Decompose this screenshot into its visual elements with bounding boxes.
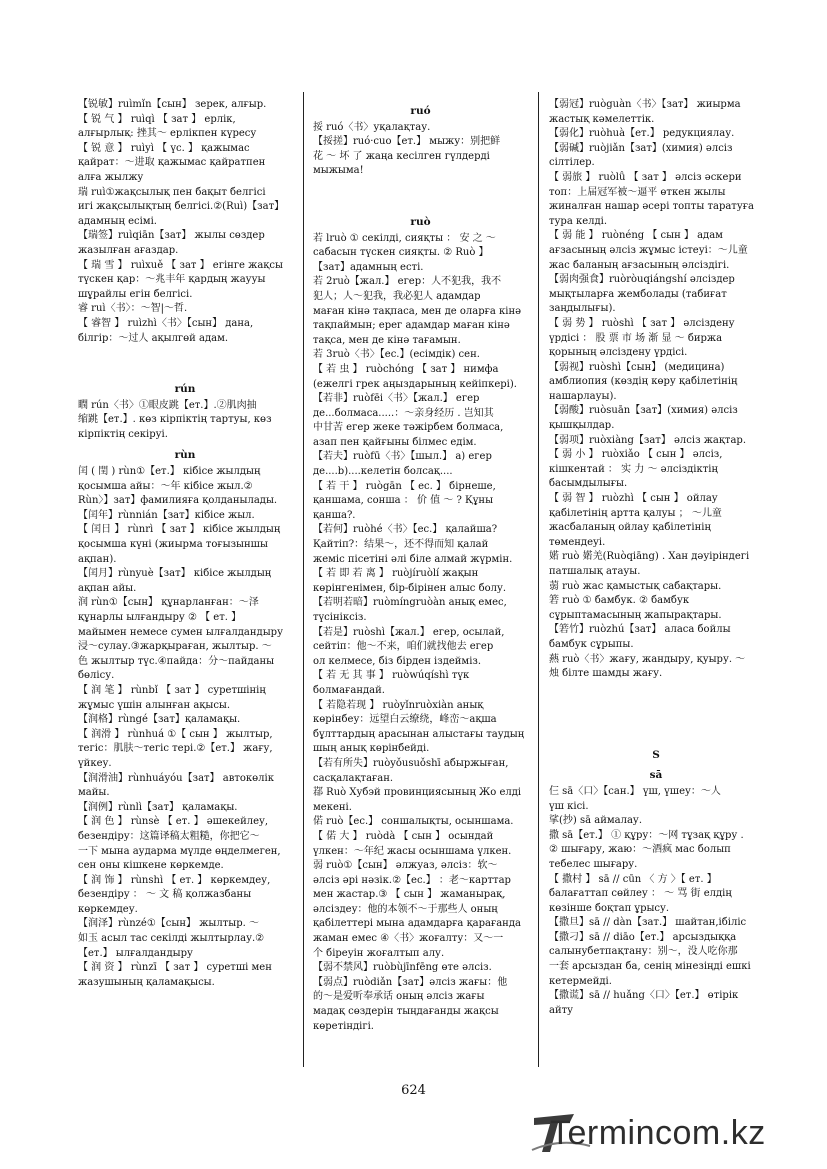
entry-line: 【撒旦】sā // dàn【зат.】 шайтан,ібіліс [549,917,747,929]
entry-line: 【зат】адамның есті. [313,261,424,273]
entry-line: 【锐敏】ruìmǐn【сын】 зерек, алғыр. [78,99,267,110]
entry-line: үрдісі ： 股 票 市 场 渐 显 ～ биржа [549,332,723,344]
entry-line: көретіндігі. [313,1020,374,1032]
entry-line: көрінбеу：远望白云缭绕，峰峦～ақша [313,714,497,726]
entry-line: ақпан). [78,553,117,565]
entry-line: 【 润滑 】 rùnhuá ①【 сын 】 жылтыр, [78,728,273,740]
page-number: 624 [401,1083,426,1098]
entry-line: 瑞 ruì①жақсылық пен бақыт белгісі [78,186,266,198]
entry-line: 【箬竹】ruòzhú【зат】 аласа бойлы [549,624,731,636]
entry-line: қанша?. [313,509,356,521]
entry-line: көзінше боқтап ұрысу. [549,902,670,914]
entry-line: 若 lruò ① секілді, сияқты ： 安 之 ～ [313,232,496,244]
entry-line: балағаттап сөйлеу ： ～ 骂 街 елдің [549,888,732,900]
column-divider [303,92,304,1067]
entry-line: 花 ～ 坏 了 жаңа кесілген гүлдерді [313,150,490,162]
entry-line: 若 2ruò【жал.】 егер：人不犯我，我不 [313,276,502,288]
entry-line: тебелес шығару. [549,858,638,870]
entry-line: білгір：～过人 ақылгөй адам. [78,332,229,344]
entry-line: қосымша күні (жиырма тоғызыншы [78,539,268,551]
entry-line: де...болмаса.....：～亲身经历 . 岂知其 [313,407,494,419]
entry-line: 【ет.】 ылғалдандыру [78,947,193,959]
section-heading: sā [649,769,663,782]
entry-line: 【若非】ruòfēi〈书〉【жал.】 егер [313,393,480,405]
section-heading: S [652,748,660,761]
entry-line: 【弱化】ruòhuà【ет.】 редукциялау. [549,128,735,140]
entry-line: 【瑞签】ruìqiān【зат】 жылы сөздер [78,230,265,242]
entry-line: ол келмесе, біз бірден іздейміз. [313,655,482,667]
entry-line: нашарлауы). [549,390,617,402]
entry-line: жас баланың ағзасының әлсіздігі. [549,259,730,271]
entry-line: 【 锐 意 】 ruìyì 【 үс. 】 қажымас [78,142,250,154]
entry-line: 【 瑞 雪 】 ruìxuě 【 зат 】 егінге жақсы [78,259,283,271]
entry-line: 【弱不禁风】ruòbùjīnfēng өте әлсіз. [313,962,492,974]
entry-line: 【 润 笔 】 rùnbǐ 【 зат 】 суретшінің [78,684,266,696]
entry-line: сабасын түскен сияқты. ② Ruò 】 [313,247,489,259]
entry-line: 烛 білте шамды жағу. [549,668,663,680]
entry-line: 睿 ruì〈书〉：～智|～哲. [78,303,188,315]
entry-line: 弱 ruò①【сын】 әлжуаз, әлсіз：软～ [313,860,498,872]
entry-line: 【弱视】ruòshì【сын】 (медицина) [549,361,725,373]
entry-line: 【 弱 小 】 ruòxiǎo 【 сын 】 әлсіз, [549,449,723,461]
entry-line: 【 弱 能 】 ruònéng 【 сын 】 адам [549,230,723,242]
entry-line: 【 若 无 其 事 】 ruòwúqíshì түк [313,670,470,682]
entry-line: 如玉 асыл тас секілді жылтырлау.② [78,933,265,945]
entry-line: 润 rùn①【сын】 құнарланған：～泽 [78,597,259,609]
entry-line: 浸～сулау.③жарқыраған, жылтыр. ～ [78,641,272,653]
entry-line: 撒 sā【ет.】 ① құру：～网 тұзақ құру . [549,829,744,841]
entry-line: 【 锐 气 】 ruìqì 【 зат 】 ерлік, [78,113,236,125]
entry-line: 【 撒村 】 sā // cūn 〈 方 〉【 ет. 】 [549,873,717,885]
entry-line: де....b)....келетін болсақ.... [313,466,453,478]
section-heading: rùn [174,449,196,462]
entry-line: тақса, мен де кінә тағамын. [313,334,461,346]
entry-line: 偌 ruò【ес.】 соншалықты, осыншама. [313,816,514,828]
entry-line: көрінгенімен, бір-бірінен алыс болу. [313,582,507,594]
spacer [313,179,528,209]
entry-line: сілтілер. [549,157,595,169]
entry-line: бөлісу. [78,670,115,682]
entry-line: амблиопия (көздің көру қабілетінің [549,376,738,388]
entry-line: 【若夫】ruòfū〈书〉【шыл.】 а) егер [313,451,492,463]
section-heading: rún [174,383,196,396]
entry-line: 缩跳【ет.】. көз кірпіктің тартуы, көз [78,414,272,426]
entry-line: 【润例】rùnlì【зат】 қаламақы. [78,801,238,813]
entry-line: қосымша айы：～年 кібісе жыл.② [78,480,253,492]
entry-line: 【弱点】ruòdiǎn【зат】әлсіз жағы：他 [313,976,508,988]
entry-line: тақпаймын; ерег адамдар маған кінә [313,320,510,332]
entry-line: басымдылығы. [549,478,628,490]
spacer [549,712,763,742]
entry-line: мықтыларға жемболады (табиғат [549,288,727,300]
entry-line: майы. [78,787,110,799]
entry-line: үйкеу. [78,757,112,769]
entry-line: заңдылығы). [549,303,616,315]
entry-line: 一下 мына аударма мүлде өңделмеген, [78,845,281,857]
entry-line: 鄀 Ruò Хубэй провинциясының Жо елді [313,787,522,799]
entry-line: безендіру：这篇译稿太粗糙，你把它～ [78,830,260,842]
entry-line: 【 若 干 】 ruògān 【 ес. 】 бірнеше, [313,480,496,492]
entry-line: қабілеттері мына адамдарға қарағанда [313,918,521,930]
entry-line: 中甘苦 егер жеке тәжірбем болмаса, [313,422,504,434]
entry-line: ағзасының әлсіз жұмыс істеуі：～儿童 [549,244,748,256]
entry-line: әлсіз әрі нәзік.②【ес.】 ：老～карттар [313,874,511,886]
entry-line: маған кінә тақпаса, мен де оларға кінә [313,305,522,317]
entry-line: игі жақсылықтың белгісі.②(Ruì)【зат】 [78,201,285,213]
entry-line: 若 3ruò〈书〉【ес.】(есімдік) сен. [313,349,480,361]
entry-line: қорының әлсіздену үрдісі. [549,347,688,359]
spacer [549,682,763,712]
entry-line: жазылған ағаздар. [78,244,179,256]
entry-line: 【 弱旅 】 ruòlǚ 【 зат 】 әлсіз әскери [549,171,742,183]
entry-line: түсініксіз. [313,612,367,623]
entry-line: 【 润 色 】 rùnsè 【 ет. 】 әшекейлеу, [78,816,269,828]
entry-line: құнарлы ылғандыру ② 【 ет. 】 [78,612,242,623]
entry-line: жұмыс үшін алынған ақысы. [78,699,231,711]
entry-line: (ежелгі грек аңыздарының кейіпкері). [313,378,517,390]
entry-line: әлсіздеу：他的本领不～于那些人 оның [313,903,498,915]
entry-line: 箬 ruò ① бамбук. ② бамбук [549,595,690,607]
section-heading: ruó [410,105,431,117]
entry-line: 【润滑油】rùnhuáyóu【зат】 автокөлік [78,772,274,784]
entry-line: 【 若 即 若 离 】 ruòjíruòlí жақын [313,568,479,580]
dictionary-column-3 [549,98,763,1018]
section-heading: ruò [410,215,431,228]
entry-line: төмендеуі. [549,536,606,548]
entry-line: жаман емес ④〈书〉жоғалту：又～一 [313,933,504,945]
entry-line: сұрыптамасының жапырақтары. [549,609,722,621]
entry-line: топ：上届冠军被～逼平 өткен жылы [549,186,726,198]
entry-line: патшалық атауы. [549,566,641,577]
entry-line: 爇 ruò〈书〉жағу, жандыру, қуыру. ～ [549,653,746,665]
entry-line: 【 闰日 】 rùnrì 【 зат 】 кібісе жылдың [78,524,281,536]
entry-line: ② шығару, жаю：～酒疯 мас болып [549,844,731,856]
entry-line: 【若何】ruòhé〈书〉【ес.】 қалайша? [313,524,498,536]
entry-line: жиналған нашар әсері топты таратуға [549,201,754,213]
entry-line: қышқылдар. [549,420,615,432]
entry-line: болмағандай. [313,684,385,696]
entry-line: 蒻 ruò жас қамыстық сабақтары. [549,580,722,592]
entry-line: кірпіктің секіруі. [78,428,168,440]
entry-line: түскен қар：～兆丰年 қардың жаууы [78,274,266,286]
entry-line: 【撒谎】sā // huǎng〈口〉【ет.】 өтірік [549,990,739,1002]
entry-line: 【润格】rùngé【зат】қаламақы. [78,714,241,726]
entry-line: сасқалақтаған. [313,772,394,784]
entry-line: 【 若隐若现 】 ruòyǐnruòxiàn анық [313,699,484,711]
entry-line: 挼 ruó〈书〉уқалақтау. [313,121,431,133]
entry-line: бұлттардың арасынан алыстағы таудың [313,728,525,740]
entry-line: 【 若 虫 】 ruòchóng 【 зат 】 нимфа [313,363,499,375]
entry-line: сейтіп：他～不来，咱们就找他去 егер [313,641,494,653]
entry-line: тегіс：肌肤～тегіс тері.②【ет.】 жағу, [78,743,273,755]
entry-line: 【弱肉强食】ruòròuqiángshí әлсіздер [549,274,735,286]
entry-line: мекені. [313,801,352,813]
entry-line: Қайтіп?：结果～，还不得而知 қалай [313,539,489,551]
entry-line: салынубетпақтану：别～，没人吃你那 [549,946,738,958]
entry-line: 【撒刁】sā // diāo【ет.】 арсыздыққа [549,931,737,943]
entry-line: тура келді. [549,215,608,227]
entry-line: 【弱碱】ruòjiǎn【зат】(химия) әлсіз [549,142,733,154]
entry-line: 【若明若暗】ruòmíngruòàn анық емес, [313,597,507,609]
entry-line: азап пен қайғыны білмес едім. [313,436,477,448]
entry-line: 一套 арсыздан ба, сенің мінезіңді ешкі [549,961,751,973]
entry-line: 色 жылтыр түс.④пайда：分～пайданы [78,655,275,667]
entry-line: жастық кәмелеттік. [549,113,655,125]
entry-line: 【 润 饰 】 rùnshì 【 ет. 】 көркемдеу, [78,874,271,886]
termincom-logo[interactable] [530,1108,810,1156]
column-divider [538,92,539,1067]
entry-line: жазушының қаламақысы. [78,976,215,988]
entry-line: жасбаланың ойлау қабілетінің [549,522,711,534]
entry-line: кішкентай ： 实 力 ～ әлсіздіктің [549,463,718,475]
entry-line: қайрат：～进取 қажымас қайратпен [78,157,266,169]
entry-line: майымен немесе сумен ылғалдандыру [78,626,283,638]
entry-line: бамбук сұрыпы. [549,638,634,650]
entry-line: 仨 sā〈口〉【сан.】 үш, үшеу：～人 [549,785,721,797]
entry-line: шұрайлы егін белгісі. [78,288,193,300]
entry-line: 闰 ( 閏 ) rùn①【ет.】 кібісе жылдың [78,466,261,478]
entry-line: 【弱酸】ruòsuān【зат】(химия) әлсіз [549,405,738,417]
entry-line: жеміс пісетіні әлі біле алмай жүрмін. [313,553,513,565]
entry-line: 【闰月】rùnyuè【зат】 кібісе жылдың [78,568,272,580]
entry-line: көркемдеу. [78,903,138,915]
entry-line: қабілетінің артта қалуы ； ～儿童 [549,507,722,519]
entry-line: 【 润 资 】 rùnzī 【 зат 】 суретші мен [78,962,272,974]
entry-line: 【 睿智 】 ruìzhì〈书〉【сын】 дана, [78,317,254,329]
entry-line: шың анық көрінбейді. [313,743,430,755]
entry-line: 【 偌 大 】 ruòdà 【 сын 】 осындай [313,830,494,842]
entry-line: Rùn〉】зат】фамилияға қолданылады. [78,495,278,507]
entry-line: мадақ сөздерін тыңдағанды жақсы [313,1006,499,1018]
entry-line: алғырлық: 挫其～ ерлікпен күресу [78,128,257,140]
dictionary-column-1 [78,98,292,990]
entry-line: 个 біреуін жоғалтып алу. [313,947,445,959]
spacer [78,346,292,376]
entry-line: 【 弱 势 】 ruòshì 【 зат 】 әлсіздену [549,317,735,329]
entry-line: 挲(抄) sā аймалау. [549,815,642,827]
entry-line: 【弱项】ruòxiàng【зат】 әлсіз жақтар. [549,434,747,446]
entry-line: 【 弱 智 】 ruòzhì 【 сын 】 ойлау [549,493,718,505]
entry-line: мыжыма! [313,165,364,177]
entry-line: безендіру ： ～ 文 稿 қолжазбаны [78,889,252,901]
logo-text: Termincom.kz [550,1114,766,1152]
entry-line: 瞤 rún〈书〉①眼皮跳【ет.】.②肌肉抽 [78,399,257,411]
entry-line: үш кісі. [549,800,589,812]
entry-line: 【润泽】rùnzé①【сын】 жылтыр. ～ [78,918,259,930]
entry-line: 【若有所失】ruòyǒusuǒshī абыржыған, [313,757,509,769]
dictionary-column-2 [313,98,528,1034]
entry-line: 【闰年】rùnnián【зат】кібісе жыл. [78,509,255,521]
entry-line: қаншама, сонша ： 价 值 ～ ? Құны [313,495,494,507]
entry-line: 犯人；人～犯我，我必犯人 адамдар [313,290,481,302]
entry-line: ақпан айы. [78,582,137,594]
entry-line: 【弱冠】ruòguàn〈书〉【зат】 жиырма [549,99,741,110]
entry-line: 的～是爱听奉承话 оның әлсіз жағы [313,991,485,1003]
entry-line: айту [549,1004,574,1016]
entry-line: адамның есімі. [78,215,157,227]
entry-line: алға жылжу [78,171,144,183]
entry-line: кетермейді. [549,975,612,987]
entry-line: 【若是】ruòshì【жал.】 егер, осылай, [313,626,505,638]
entry-line: 婼 ruò 婼羌(Ruòqiāng) . Хан дәуіріндегі [549,551,750,563]
entry-line: 【挼搓】ruó·cuo【ет.】 мыжу：别把鲜 [313,136,501,148]
entry-line: мен жастар.③ 【 сын 】 жаманырақ, [313,889,506,901]
entry-line: сен оны кішкене көркемде. [78,860,224,872]
entry-line: үлкен：～年纪 жасы осыншама үлкен. [313,845,512,857]
